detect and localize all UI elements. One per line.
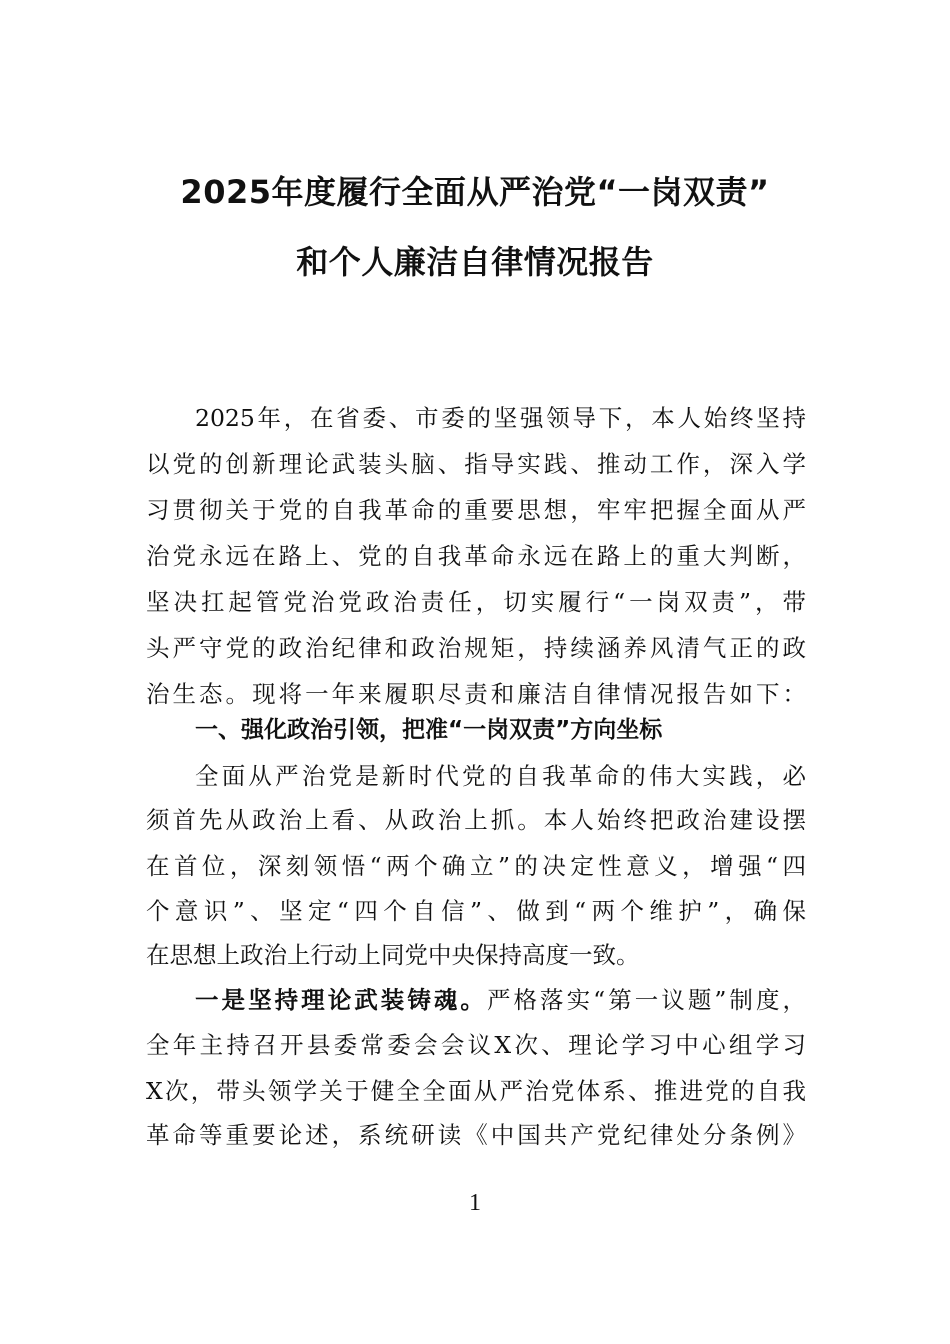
page-number: 1	[469, 1190, 481, 1216]
item-lead: 一是坚持理论武装铸魂。	[195, 986, 487, 1014]
section-paragraph-line: 全面从严治党是新时代党的自我革命的伟大实践，必	[195, 762, 806, 790]
section-heading: 一、强化政治引领，把准“一岗双责”方向坐标	[195, 717, 663, 743]
document-title-line-2: 和个人廉洁自律情况报告	[296, 243, 654, 281]
section-paragraph-line: 在思想上政治上行动上同党中央保持高度一致。	[146, 941, 640, 969]
intro-line: 习贯彻关于党的自我革命的重要思想，牢牢把握全面从严	[146, 496, 806, 524]
intro-line: 以党的创新理论武装头脑、指导实践、推动工作，深入学	[146, 450, 806, 478]
item-first-line-rest: 严格落实“第一议题”制度，	[486, 986, 807, 1014]
intro-line: 2025年，在省委、市委的坚强领导下，本人始终坚持	[195, 404, 806, 432]
section-paragraph-line: 在首位，深刻领悟“两个确立”的决定性意义，增强“四	[146, 852, 806, 880]
item-paragraph-line: 革命等重要论述，系统研读《中国共产党纪律处分条例》	[146, 1121, 806, 1149]
document-title-line-1: 2025年度履行全面从严治党“一岗双责”	[180, 173, 770, 211]
intro-line: 头严守党的政治纪律和政治规矩，持续涵养风清气正的政	[146, 634, 806, 662]
item-paragraph-line: 全年主持召开县委常委会会议X次、理论学习中心组学习	[146, 1031, 806, 1059]
item-paragraph-line	[195, 985, 806, 1015]
item-paragraph-line: X次，带头领学关于健全全面从严治党体系、推进党的自我	[146, 1077, 806, 1105]
intro-line: 治生态。现将一年来履职尽责和廉洁自律情况报告如下：	[146, 680, 806, 708]
intro-line: 治党永远在路上、党的自我革命永远在路上的重大判断，	[146, 542, 806, 570]
section-paragraph-line: 个意识”、坚定“四个自信”、做到“两个维护”，确保	[146, 897, 806, 925]
intro-line: 坚决扛起管党治党政治责任，切实履行“一岗双责”，带	[146, 588, 806, 616]
section-paragraph-line: 须首先从政治上看、从政治上抓。本人始终把政治建设摆	[146, 806, 806, 834]
